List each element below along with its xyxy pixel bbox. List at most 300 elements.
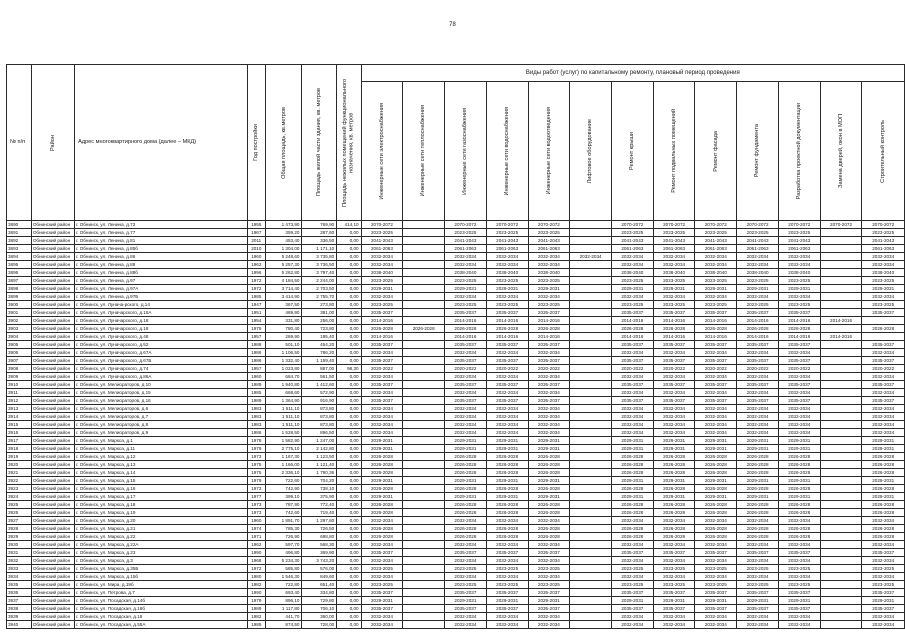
row-work-period: 2023-2025 bbox=[528, 581, 570, 589]
row-work-period: 2023-2025 bbox=[611, 277, 653, 285]
row-work-period: 2032-2034 bbox=[486, 293, 528, 301]
row-living-area: 1 297,60 bbox=[302, 517, 337, 525]
row-work-period: 2032-2034 bbox=[361, 261, 403, 269]
row-work-period: 2032-2034 bbox=[737, 261, 779, 269]
row-work-period bbox=[820, 549, 862, 557]
row-work-period bbox=[570, 373, 612, 381]
row-work-period bbox=[820, 469, 862, 477]
row-work-period bbox=[570, 325, 612, 333]
row-living-area: 738,10 bbox=[302, 485, 337, 493]
row-work-period: 2029-2031 bbox=[695, 493, 737, 501]
row-work-period: 2032-2034 bbox=[778, 541, 820, 549]
table-row bbox=[7, 533, 905, 541]
row-living-area: 360,00 bbox=[302, 613, 337, 621]
row-work-period: 2032-2034 bbox=[611, 573, 653, 581]
row-work-period: 2026-2028 bbox=[445, 501, 487, 509]
row-work-period: 2035-2037 bbox=[445, 605, 487, 613]
row-work-period: 2035-2037 bbox=[737, 605, 779, 613]
row-work-period: 2014-2016 bbox=[778, 333, 820, 341]
row-work-period: 2020-2022 bbox=[611, 365, 653, 373]
row-work-period: 2032-2034 bbox=[653, 261, 695, 269]
row-work-period: 2032-2034 bbox=[737, 517, 779, 525]
row-district: Обнинский район bbox=[31, 397, 74, 405]
row-total-area: 785,30 bbox=[266, 525, 302, 533]
header-work-1: Инженерные сети теплоснабжения bbox=[403, 82, 445, 221]
row-work-period: 2032-2034 bbox=[611, 621, 653, 629]
row-work-period: 2023-2025 bbox=[361, 565, 403, 573]
table-row bbox=[7, 317, 905, 325]
row-number: 3893 bbox=[7, 245, 32, 253]
row-work-period bbox=[403, 333, 445, 341]
row-total-area: 501,10 bbox=[266, 341, 302, 349]
row-year: 1974 bbox=[247, 525, 266, 533]
row-total-area: 1 166,00 bbox=[266, 461, 302, 469]
row-number: 3930 bbox=[7, 541, 32, 549]
row-work-period: 2035-2037 bbox=[611, 397, 653, 405]
row-work-period: 2035-2037 bbox=[862, 341, 905, 349]
row-nonliving-area: 0,00 bbox=[337, 285, 361, 293]
row-number: 3934 bbox=[7, 573, 32, 581]
row-district: Обнинский район bbox=[31, 589, 74, 597]
row-work-period: 2035-2037 bbox=[778, 309, 820, 317]
row-district: Обнинский район bbox=[31, 253, 74, 261]
row-district: Обнинский район bbox=[31, 613, 74, 621]
row-work-period bbox=[403, 277, 445, 285]
row-work-period: 2061-2063 bbox=[737, 245, 779, 253]
row-address: г. Обнинск, ул. Луначарского, д.67Б bbox=[75, 357, 247, 365]
row-work-period bbox=[820, 237, 862, 245]
row-work-period bbox=[403, 445, 445, 453]
row-work-period: 2032-2034 bbox=[611, 261, 653, 269]
table-row bbox=[7, 517, 905, 525]
header-work-12: Строительный контроль bbox=[862, 82, 905, 221]
row-work-period: 2026-2028 bbox=[778, 469, 820, 477]
row-district: Обнинский район bbox=[31, 477, 74, 485]
row-work-period: 2026-2028 bbox=[528, 325, 570, 333]
row-work-period bbox=[570, 221, 612, 229]
row-work-period: 2035-2037 bbox=[778, 381, 820, 389]
row-work-period: 2023-2025 bbox=[695, 565, 737, 573]
row-work-period: 2035-2037 bbox=[528, 357, 570, 365]
row-nonliving-area: 0,00 bbox=[337, 341, 361, 349]
row-living-area: 1 412,60 bbox=[302, 381, 337, 389]
row-nonliving-area: 0,00 bbox=[337, 245, 361, 253]
row-work-period: 2029-2031 bbox=[778, 597, 820, 605]
row-district: Обнинский район bbox=[31, 229, 74, 237]
row-year: 1979 bbox=[247, 597, 266, 605]
row-work-period: 2032-2034 bbox=[737, 613, 779, 621]
row-work-period: 2014-2016 bbox=[778, 317, 820, 325]
table-row bbox=[7, 541, 905, 549]
row-work-period bbox=[820, 493, 862, 501]
row-work-period: 2032-2034 bbox=[445, 613, 487, 621]
row-year: 1983 bbox=[247, 405, 266, 413]
row-work-period: 2029-2031 bbox=[862, 437, 905, 445]
row-total-area: 269,90 bbox=[266, 333, 302, 341]
row-work-period: 2038-2040 bbox=[486, 269, 528, 277]
row-work-period bbox=[403, 389, 445, 397]
row-living-area: 561,50 bbox=[302, 373, 337, 381]
row-district: Обнинский район bbox=[31, 493, 74, 501]
header-work-2: Инженерные сети газоснабжения bbox=[445, 82, 487, 221]
row-work-period: 2032-2034 bbox=[695, 349, 737, 357]
row-work-period: 2035-2037 bbox=[528, 589, 570, 597]
row-work-period bbox=[820, 589, 862, 597]
row-work-period: 2023-2025 bbox=[611, 565, 653, 573]
row-nonliving-area: 0,00 bbox=[337, 493, 361, 501]
row-work-period: 2035-2037 bbox=[737, 397, 779, 405]
row-work-period: 2026-2028 bbox=[653, 509, 695, 517]
row-work-period bbox=[570, 341, 612, 349]
row-work-period: 2032-2034 bbox=[778, 421, 820, 429]
row-work-period: 2014-2016 bbox=[528, 317, 570, 325]
row-district: Обнинский район bbox=[31, 221, 74, 229]
row-work-period: 2032-2034 bbox=[778, 573, 820, 581]
row-work-period bbox=[820, 229, 862, 237]
row-work-period: 2032-2034 bbox=[862, 253, 905, 261]
row-work-period bbox=[862, 333, 905, 341]
row-work-period: 2020-2022 bbox=[653, 365, 695, 373]
table-row bbox=[7, 597, 905, 605]
row-work-period: 2032-2034 bbox=[486, 621, 528, 629]
row-number: 3922 bbox=[7, 477, 32, 485]
row-work-period bbox=[403, 261, 445, 269]
row-work-period bbox=[820, 365, 862, 373]
row-work-period bbox=[820, 325, 862, 333]
row-work-period: 2035-2037 bbox=[445, 341, 487, 349]
row-total-area: 1 891,70 bbox=[266, 517, 302, 525]
row-work-period: 2035-2037 bbox=[737, 589, 779, 597]
row-district: Обнинский район bbox=[31, 405, 74, 413]
row-work-period bbox=[403, 229, 445, 237]
row-work-period: 2029-2031 bbox=[361, 437, 403, 445]
row-year: 1990 bbox=[247, 549, 266, 557]
row-work-period: 2026-2028 bbox=[695, 525, 737, 533]
row-work-period: 2023-2025 bbox=[445, 277, 487, 285]
row-district: Обнинский район bbox=[31, 597, 74, 605]
row-work-period: 2029-2031 bbox=[862, 285, 905, 293]
row-work-period: 2014-2016 bbox=[820, 333, 862, 341]
row-work-period: 2029-2031 bbox=[445, 437, 487, 445]
row-nonliving-area: 0,00 bbox=[337, 565, 361, 573]
row-work-period: 2026-2028 bbox=[361, 453, 403, 461]
row-work-period: 2032-2034 bbox=[528, 613, 570, 621]
row-work-period: 2029-2031 bbox=[862, 445, 905, 453]
row-work-period: 2029-2031 bbox=[778, 437, 820, 445]
row-address: г. Обнинск, ул. Петрова, д.7 bbox=[75, 589, 247, 597]
table-row bbox=[7, 525, 905, 533]
row-work-period bbox=[820, 613, 862, 621]
row-work-period: 2035-2037 bbox=[611, 589, 653, 597]
row-work-period: 2026-2028 bbox=[695, 501, 737, 509]
row-work-period: 2032-2034 bbox=[695, 293, 737, 301]
row-work-period: 2029-2031 bbox=[528, 437, 570, 445]
row-work-period: 2032-2034 bbox=[528, 421, 570, 429]
row-work-period: 2029-2031 bbox=[695, 477, 737, 485]
row-work-period: 2029-2031 bbox=[778, 477, 820, 485]
row-work-period bbox=[570, 557, 612, 565]
row-work-period: 2032-2034 bbox=[611, 389, 653, 397]
row-work-period: 2041-2043 bbox=[361, 237, 403, 245]
row-address: г. Обнинск, ул. Ленина, д.77 bbox=[75, 229, 247, 237]
row-work-period: 2029-2031 bbox=[528, 493, 570, 501]
row-work-period: 2061-2063 bbox=[528, 245, 570, 253]
row-work-period: 2023-2025 bbox=[778, 565, 820, 573]
table-row bbox=[7, 589, 905, 597]
row-work-period: 2029-2031 bbox=[361, 285, 403, 293]
row-total-area: 1 528,50 bbox=[266, 429, 302, 437]
row-living-area: 3 736,50 bbox=[302, 261, 337, 269]
header-work-9: Ремонт фундамента bbox=[737, 82, 779, 221]
row-work-period: 2032-2034 bbox=[737, 293, 779, 301]
row-year: 1972 bbox=[247, 277, 266, 285]
row-work-period: 2023-2025 bbox=[361, 229, 403, 237]
row-work-period bbox=[820, 517, 862, 525]
row-work-period: 2026-2028 bbox=[862, 501, 905, 509]
row-work-period: 2035-2037 bbox=[486, 309, 528, 317]
row-year: 1980 bbox=[247, 573, 266, 581]
row-work-period: 2035-2037 bbox=[862, 309, 905, 317]
row-work-period: 2035-2037 bbox=[361, 357, 403, 365]
row-work-period: 2026-2028 bbox=[778, 501, 820, 509]
header-district: Район bbox=[31, 65, 74, 221]
row-work-period: 2035-2037 bbox=[862, 381, 905, 389]
row-work-period: 2029-2031 bbox=[486, 285, 528, 293]
row-year: 1977 bbox=[247, 493, 266, 501]
row-work-period: 2032-2034 bbox=[862, 389, 905, 397]
table-row bbox=[7, 333, 905, 341]
row-work-period: 2026-2028 bbox=[653, 485, 695, 493]
table-row bbox=[7, 309, 905, 317]
row-nonliving-area: 0,00 bbox=[337, 557, 361, 565]
row-total-area: 1 106,50 bbox=[266, 349, 302, 357]
row-work-period: 2023-2025 bbox=[486, 229, 528, 237]
row-work-period: 2026-2028 bbox=[611, 509, 653, 517]
row-work-period bbox=[570, 405, 612, 413]
row-work-period: 2041-2043 bbox=[528, 237, 570, 245]
row-nonliving-area: 0,00 bbox=[337, 309, 361, 317]
row-work-period bbox=[403, 349, 445, 357]
row-work-period: 2029-2031 bbox=[695, 437, 737, 445]
row-work-period: 2032-2034 bbox=[611, 517, 653, 525]
row-work-period: 2032-2034 bbox=[445, 253, 487, 261]
row-work-period: 2023-2025 bbox=[737, 565, 779, 573]
row-work-period: 2026-2028 bbox=[862, 509, 905, 517]
row-work-period: 2026-2028 bbox=[528, 509, 570, 517]
row-work-period: 2035-2037 bbox=[653, 381, 695, 389]
row-work-period: 2032-2034 bbox=[361, 421, 403, 429]
row-work-period: 2035-2037 bbox=[695, 381, 737, 389]
row-total-area: 5 257,30 bbox=[266, 261, 302, 269]
row-work-period: 2026-2028 bbox=[862, 469, 905, 477]
row-work-period: 2035-2037 bbox=[695, 549, 737, 557]
row-work-period bbox=[820, 357, 862, 365]
table-row bbox=[7, 421, 905, 429]
row-living-area: 916,90 bbox=[302, 397, 337, 405]
row-address: г. Обнинск, ул. Маркса, д.19 bbox=[75, 509, 247, 517]
row-work-period bbox=[820, 565, 862, 573]
row-work-period: 2070-2072 bbox=[486, 221, 528, 229]
row-number: 3916 bbox=[7, 429, 32, 437]
row-number: 3924 bbox=[7, 493, 32, 501]
row-district: Обнинский район bbox=[31, 581, 74, 589]
row-year: 2011 bbox=[247, 237, 266, 245]
row-living-area: 375,90 bbox=[302, 493, 337, 501]
row-work-period bbox=[820, 437, 862, 445]
row-work-period: 2032-2034 bbox=[778, 429, 820, 437]
row-work-period: 2026-2028 bbox=[778, 485, 820, 493]
row-work-period bbox=[570, 581, 612, 589]
row-work-period bbox=[820, 533, 862, 541]
row-work-period: 2032-2034 bbox=[611, 541, 653, 549]
row-address: г. Обнинск, ул. Маркса, д.20 bbox=[75, 517, 247, 525]
row-district: Обнинский район bbox=[31, 293, 74, 301]
row-work-period: 2032-2034 bbox=[445, 413, 487, 421]
row-year: 1986 bbox=[247, 349, 266, 357]
row-number: 3900 bbox=[7, 301, 32, 309]
row-year: 1972 bbox=[247, 285, 266, 293]
row-work-period bbox=[403, 413, 445, 421]
row-work-period: 2026-2028 bbox=[445, 525, 487, 533]
row-district: Обнинский район bbox=[31, 381, 74, 389]
row-work-period: 2035-2037 bbox=[695, 309, 737, 317]
row-work-period bbox=[403, 373, 445, 381]
row-district: Обнинский район bbox=[31, 525, 74, 533]
row-work-period: 2070-2072 bbox=[361, 221, 403, 229]
row-work-period: 2029-2031 bbox=[445, 477, 487, 485]
row-number: 3921 bbox=[7, 469, 32, 477]
row-work-period: 2026-2028 bbox=[361, 469, 403, 477]
row-work-period: 2020-2022 bbox=[445, 365, 487, 373]
row-living-area: 688,80 bbox=[302, 533, 337, 541]
row-work-period: 2038-2040 bbox=[778, 269, 820, 277]
row-work-period: 2032-2034 bbox=[653, 621, 695, 629]
row-address: г. Обнинск, ул. Посадская, д.18 bbox=[75, 613, 247, 621]
row-work-period: 2029-2031 bbox=[611, 445, 653, 453]
row-work-period: 2026-2028 bbox=[528, 501, 570, 509]
row-work-period: 2032-2034 bbox=[611, 405, 653, 413]
row-work-period bbox=[820, 557, 862, 565]
row-work-period: 2026-2028 bbox=[361, 461, 403, 469]
row-work-period: 2061-2063 bbox=[778, 245, 820, 253]
row-district: Обнинский район bbox=[31, 517, 74, 525]
row-number: 3932 bbox=[7, 557, 32, 565]
row-year: 1982 bbox=[247, 613, 266, 621]
row-work-period: 2041-2043 bbox=[611, 237, 653, 245]
row-living-area: 1 121,40 bbox=[302, 461, 337, 469]
row-work-period: 2032-2034 bbox=[361, 429, 403, 437]
row-living-area: 2 142,80 bbox=[302, 445, 337, 453]
row-work-period: 2023-2025 bbox=[737, 229, 779, 237]
row-year: 1975 bbox=[247, 469, 266, 477]
row-work-period: 2029-2031 bbox=[695, 597, 737, 605]
table-row bbox=[7, 357, 905, 365]
row-work-period: 2041-2043 bbox=[862, 237, 905, 245]
row-work-period: 2032-2034 bbox=[445, 429, 487, 437]
row-work-period: 2032-2034 bbox=[862, 421, 905, 429]
row-work-period: 2014-2016 bbox=[445, 333, 487, 341]
row-work-period: 2032-2034 bbox=[778, 405, 820, 413]
row-work-period: 2023-2025 bbox=[486, 581, 528, 589]
row-address: г. Обнинск, ул. Маркса, д.35Б bbox=[75, 565, 247, 573]
row-work-period: 2032-2034 bbox=[486, 261, 528, 269]
row-work-period bbox=[570, 549, 612, 557]
row-number: 3890 bbox=[7, 221, 32, 229]
row-work-period bbox=[403, 421, 445, 429]
row-work-period bbox=[570, 285, 612, 293]
row-living-area: 723,80 bbox=[302, 325, 337, 333]
row-work-period: 2032-2034 bbox=[445, 517, 487, 525]
row-nonliving-area: 0,00 bbox=[337, 485, 361, 493]
row-work-period: 2035-2037 bbox=[778, 589, 820, 597]
row-nonliving-area: 0,00 bbox=[337, 549, 361, 557]
row-living-area: 706,10 bbox=[302, 605, 337, 613]
row-work-period: 2035-2037 bbox=[528, 381, 570, 389]
row-address: г. Обнинск, ул. Ленина, д.97 bbox=[75, 277, 247, 285]
row-address: г. Обнинск, ул. Ленина, д.86 bbox=[75, 253, 247, 261]
table-row bbox=[7, 229, 905, 237]
table-row bbox=[7, 437, 905, 445]
row-work-period: 2035-2037 bbox=[361, 309, 403, 317]
row-work-period bbox=[570, 229, 612, 237]
header-works-title: Виды работ (услуг) по капитальному ремонту, плановый период проведения bbox=[361, 65, 904, 82]
header-living-area: Площадь жилой части здания, кв. метров bbox=[302, 65, 337, 221]
header-work-6: Ремонт крыши bbox=[611, 82, 653, 221]
row-work-period: 2029-2031 bbox=[862, 477, 905, 485]
row-work-period: 2061-2063 bbox=[695, 245, 737, 253]
row-work-period: 2035-2037 bbox=[695, 341, 737, 349]
row-work-period: 2035-2037 bbox=[611, 381, 653, 389]
row-district: Обнинский район bbox=[31, 605, 74, 613]
row-total-area: 722,60 bbox=[266, 477, 302, 485]
row-work-period: 2032-2034 bbox=[653, 557, 695, 565]
row-work-period: 2032-2034 bbox=[611, 373, 653, 381]
row-work-period bbox=[570, 613, 612, 621]
row-district: Обнинский район bbox=[31, 245, 74, 253]
row-nonliving-area: 0,00 bbox=[337, 229, 361, 237]
row-year: 1960 bbox=[247, 517, 266, 525]
row-work-period: 2041-2043 bbox=[445, 237, 487, 245]
row-number: 3939 bbox=[7, 613, 32, 621]
row-number: 3907 bbox=[7, 357, 32, 365]
row-address: г. Обнинск, ул. Луначарского, д.18 bbox=[75, 317, 247, 325]
row-district: Обнинский район bbox=[31, 453, 74, 461]
table-row bbox=[7, 493, 905, 501]
row-year: 1962 bbox=[247, 261, 266, 269]
row-number: 3928 bbox=[7, 525, 32, 533]
row-work-period bbox=[570, 301, 612, 309]
row-work-period bbox=[403, 437, 445, 445]
row-work-period: 2026-2028 bbox=[528, 533, 570, 541]
row-work-period bbox=[820, 477, 862, 485]
row-year: 1979 bbox=[247, 477, 266, 485]
row-work-period: 2029-2031 bbox=[528, 477, 570, 485]
row-number: 3937 bbox=[7, 597, 32, 605]
row-work-period: 2035-2037 bbox=[486, 605, 528, 613]
row-total-area: 3 714,40 bbox=[266, 285, 302, 293]
row-district: Обнинский район bbox=[31, 573, 74, 581]
row-work-period: 2029-2031 bbox=[445, 285, 487, 293]
header-work-7: Ремонт подвальных помещений bbox=[653, 82, 695, 221]
row-nonliving-area: 0,00 bbox=[337, 389, 361, 397]
row-address: г. Обнинск, ул. Луначарского, д.52 bbox=[75, 341, 247, 349]
row-nonliving-area: 0,00 bbox=[337, 413, 361, 421]
row-work-period: 2032-2034 bbox=[862, 429, 905, 437]
row-work-period: 2014-2016 bbox=[445, 317, 487, 325]
row-work-period: 2032-2034 bbox=[778, 413, 820, 421]
row-work-period: 2032-2034 bbox=[695, 373, 737, 381]
row-work-period bbox=[570, 477, 612, 485]
